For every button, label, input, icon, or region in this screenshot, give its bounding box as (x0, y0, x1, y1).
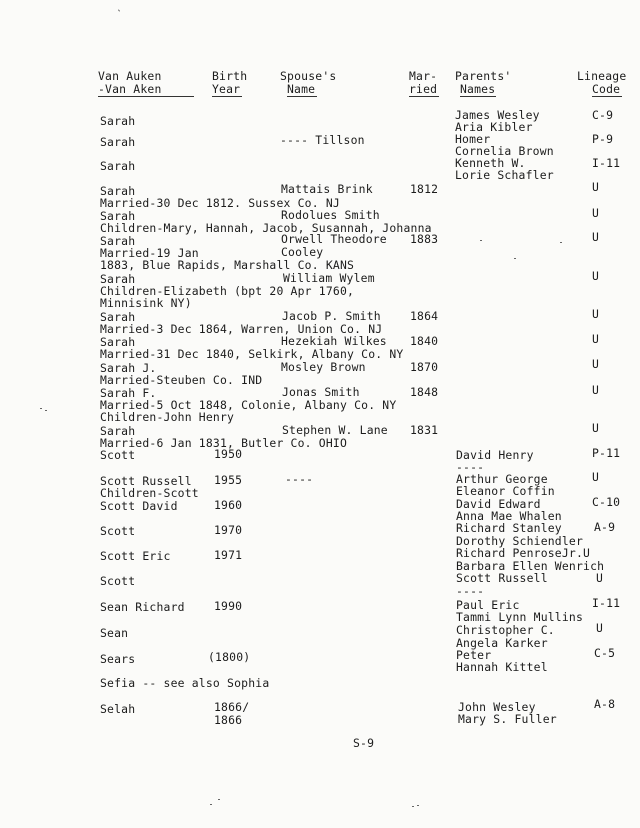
header-underline (592, 96, 622, 97)
entry-spouse: Jacob P. Smith (282, 309, 381, 323)
entry-lineage-code: U (592, 332, 600, 346)
entry-lineage-code: U (592, 470, 600, 484)
entry-spouse: Orwell Theodore (281, 232, 387, 246)
entry-parent: Homer (455, 132, 491, 146)
entry-parent: Kenneth W. (455, 156, 526, 170)
entry-parent: Eleanor Coffin (456, 484, 555, 498)
entry-married-year: 1812 (410, 182, 439, 196)
entry-birth-year: 1971 (214, 548, 243, 562)
entry-married-year: 1883 (410, 232, 439, 246)
entry-name: Sefia -- see also Sophia (100, 676, 270, 690)
entry-parent: Anna Mae Whalen (456, 509, 562, 523)
entry-name: Scott (100, 448, 136, 462)
entry-name: Selah (100, 702, 136, 716)
entry-lineage-code: U (592, 180, 600, 194)
scan-speck (40, 408, 42, 409)
header-married-2: ried (409, 82, 438, 96)
entry-name: Scott (100, 524, 136, 538)
entry-name: Sean (100, 626, 129, 640)
entry-spouse: Mosley Brown (281, 360, 366, 374)
scan-speck (210, 804, 212, 805)
scan-speck (560, 242, 562, 243)
entry-lineage-code: C-5 (594, 646, 616, 660)
entry-lineage-code: C-10 (592, 495, 621, 509)
header-spouse-name: Name (287, 82, 316, 96)
entry-birth-year: 1950 (214, 447, 243, 461)
entry-parent: Aria Kibler (455, 120, 533, 134)
entry-parent: David Henry (456, 448, 534, 462)
entry-birth-year: 1960 (214, 498, 243, 512)
entry-detail: Married-30 Dec 1812. Sussex Co. NJ (100, 196, 340, 210)
entry-name: Sarah (100, 184, 136, 198)
entry-name: Scott Russell (100, 474, 192, 488)
page-number: S-9 (353, 736, 375, 750)
entry-birth-year: 1970 (214, 523, 243, 537)
entry-lineage-code: A-9 (594, 520, 616, 534)
entry-name: Sarah (100, 272, 136, 286)
entry-married-year: 1840 (410, 334, 439, 348)
scan-speck (45, 410, 47, 411)
entry-spouse: William Wylem (283, 271, 375, 285)
entry-lineage-code: U (596, 571, 604, 585)
entry-lineage-code: U (592, 421, 600, 435)
entry-spouse: Mattais Brink (281, 182, 373, 196)
entry-detail: Children-Elizabeth (bpt 20 Apr 1760, (100, 284, 355, 298)
entry-parent: ---- (456, 584, 485, 598)
entry-married-year: 1831 (410, 423, 439, 437)
entry-name: Sarah J. (100, 361, 157, 375)
header-underline (98, 96, 194, 97)
header-spouse: Spouse's (280, 69, 337, 83)
header-underline (460, 96, 496, 97)
entry-name: Sarah (100, 135, 136, 149)
entry-parent: Peter (456, 648, 492, 662)
entry-detail: Minnisink NY) (100, 296, 192, 310)
entry-parent: Richard PenroseJr.U (456, 546, 591, 560)
header-lineage: Lineage (577, 69, 627, 83)
header-surname-variant: -Van Aken (98, 82, 162, 96)
entry-lineage-code: P-11 (592, 446, 621, 460)
entry-detail: Married-5 Oct 1848, Colonie, Albany Co. NY (100, 398, 397, 412)
entry-parent: Paul Eric (456, 598, 520, 612)
scan-speck (412, 806, 414, 807)
entry-birth-year: 1866/ (214, 700, 250, 714)
entry-parent: Mary S. Fuller (458, 712, 557, 726)
entry-lineage-code: U (592, 357, 600, 371)
entry-name: Scott Eric (100, 549, 171, 563)
scan-speck (118, 9, 120, 11)
entry-detail: Married-19 Jan (100, 246, 199, 260)
header-married: Mar- (409, 69, 438, 83)
entry-name: Scott (100, 574, 136, 588)
entry-married-year: 1870 (410, 360, 439, 374)
entry-parent: Hannah Kittel (456, 660, 548, 674)
entry-parent: Tammi Lynn Mullins (456, 610, 584, 624)
entry-spouse: ---- Tillson (280, 133, 365, 147)
header-underline (409, 96, 439, 97)
entry-name: Sarah (100, 234, 136, 248)
header-birth: Birth (212, 69, 248, 83)
entry-parent: Lorie Schafler (455, 168, 554, 182)
entry-parent: Angela Karker (456, 636, 548, 650)
entry-parent: Christopher C. (456, 623, 555, 637)
entry-parent: Arthur George (456, 472, 548, 486)
entry-detail: Married-3 Dec 1864, Warren, Union Co. NJ (100, 322, 383, 336)
entry-detail: Married-Steuben Co. IND (100, 373, 263, 387)
scan-speck (480, 240, 482, 241)
entry-lineage-code: U (592, 307, 600, 321)
entry-birth-year: (1800) (208, 650, 251, 664)
entry-name: Sarah (100, 424, 136, 438)
entry-detail: Married-6 Jan 1831, Butler Co. OHIO (100, 436, 348, 450)
entry-lineage-code: I-11 (592, 156, 621, 170)
entry-parent: Barbara Ellen Wenrich (456, 559, 605, 573)
entry-lineage-code: P-9 (592, 132, 614, 146)
entry-lineage-code: U (592, 206, 600, 220)
entry-parent: Dorothy Schiendler (456, 534, 584, 548)
entry-detail: Children-Scott (100, 486, 199, 500)
entry-spouse: Stephen W. Lane (282, 423, 388, 437)
header-surname: Van Auken (98, 69, 162, 83)
entry-spouse: Cooley (281, 245, 324, 259)
header-underline (212, 96, 242, 97)
entry-married-year: 1864 (410, 309, 439, 323)
scan-speck (514, 258, 516, 259)
entry-detail: Married-31 Dec 1840, Selkirk, Albany Co. NY (100, 347, 404, 361)
entry-detail: Children-Mary, Hannah, Jacob, Susannah, Johanna (100, 221, 432, 235)
entry-lineage-code: U (592, 230, 600, 244)
entry-birth-year: 1990 (214, 599, 243, 613)
entry-parent: James Wesley (455, 108, 540, 122)
entry-spouse: Hezekiah Wilkes (281, 334, 387, 348)
entry-birth-year: 1955 (214, 473, 243, 487)
entry-lineage-code: A-8 (594, 697, 616, 711)
entry-parent: Richard Stanley (456, 521, 562, 535)
entry-spouse: Jonas Smith (282, 385, 360, 399)
header-underline (287, 96, 317, 97)
entry-parent: ---- (456, 460, 485, 474)
entry-lineage-code: U (592, 269, 600, 283)
entry-parent: John Wesley (458, 700, 536, 714)
entry-detail: 1883, Blue Rapids, Marshall Co. KANS (100, 258, 355, 272)
entry-name: Sarah (100, 159, 136, 173)
entry-detail: Children-John Henry (100, 410, 235, 424)
entry-lineage-code: C-9 (592, 108, 614, 122)
entry-lineage-code: U (596, 621, 604, 635)
entry-spouse: ---- (285, 472, 314, 486)
entry-name: Sean Richard (100, 600, 185, 614)
entry-name: Sarah (100, 114, 136, 128)
scan-speck (218, 799, 220, 800)
header-parents: Parents' (455, 69, 512, 83)
entry-name: Sarah (100, 209, 136, 223)
entry-parent: David Edward (456, 497, 541, 511)
header-year: Year (212, 82, 241, 96)
header-code: Code (592, 82, 621, 96)
entry-name: Sarah F. (100, 386, 157, 400)
entry-name: Sears (100, 652, 136, 666)
entry-name: Sarah (100, 335, 136, 349)
entry-spouse: Rodolues Smith (281, 208, 380, 222)
header-parents-names: Names (460, 82, 496, 96)
entry-parent: Cornelia Brown (455, 144, 554, 158)
scan-speck (417, 805, 419, 806)
entry-name: Scott David (100, 499, 178, 513)
entry-lineage-code: U (592, 383, 600, 397)
entry-married-year: 1848 (410, 385, 439, 399)
entry-name: Sarah (100, 310, 136, 324)
entry-parent: Scott Russell (456, 571, 548, 585)
entry-lineage-code: I-11 (592, 596, 621, 610)
entry-birth-year: 1866 (214, 713, 243, 727)
